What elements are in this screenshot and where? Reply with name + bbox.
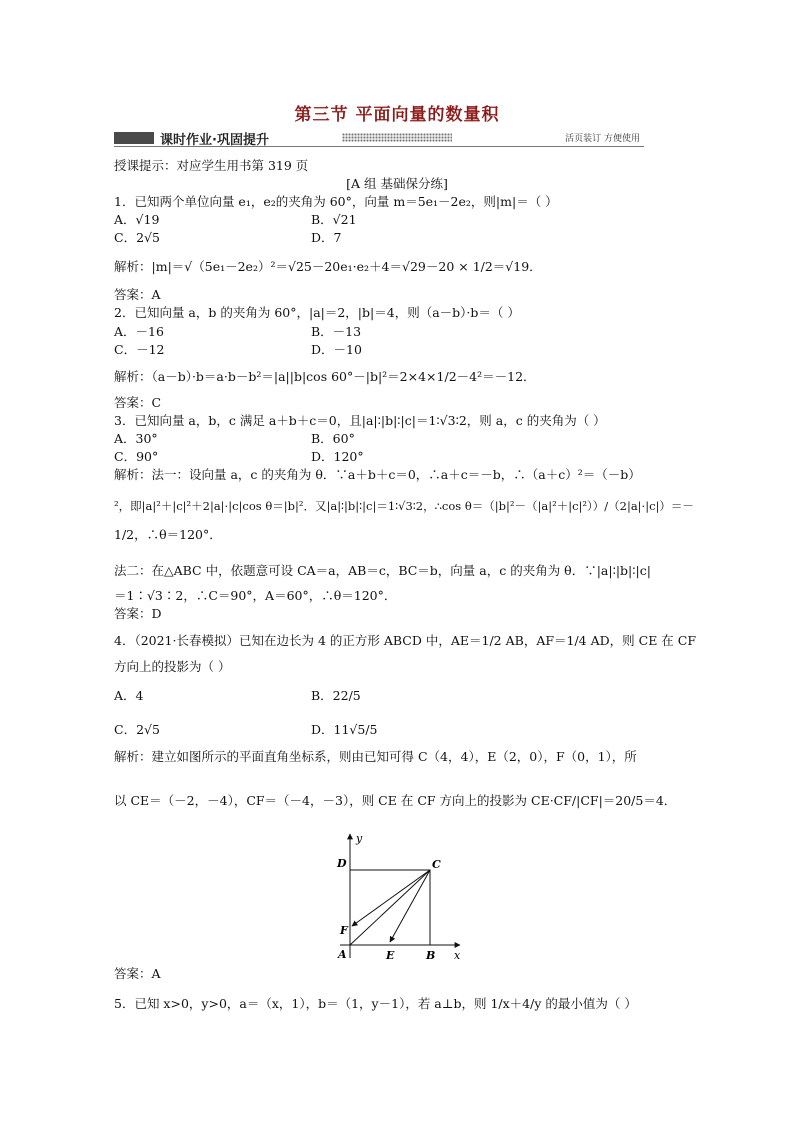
label-f: F	[340, 924, 348, 937]
q2-option-b: B．－13	[311, 324, 362, 339]
q4-options-row1	[114, 688, 614, 704]
q2-options-row1	[114, 324, 614, 340]
section-title: 第三节 平面向量的数量积	[294, 105, 500, 125]
q1-option-b: B．√21	[311, 212, 357, 227]
banner-dots	[342, 133, 452, 142]
q2-option-d: D．－10	[311, 342, 362, 357]
vector-cf	[352, 870, 430, 926]
vector-ce	[390, 870, 430, 942]
q4-option-d: D．11√5/5	[311, 722, 378, 737]
q4-stem-line1: 4．（2021·长春模拟）已知在边长为 4 的正方形 ABCD 中，AE＝1/2 AB，AF＝1/4 AD，则 CE 在 CF	[114, 633, 697, 648]
q1-option-c: C．2√5	[114, 230, 160, 245]
q1-option-a: A．√19	[114, 212, 160, 227]
label-y: y	[356, 832, 363, 845]
group-heading: [A 组 基础保分练]	[346, 176, 448, 191]
q1-options-row1	[114, 212, 614, 228]
label-b: B	[426, 949, 436, 962]
q2-option-a: A．－16	[114, 324, 164, 339]
q3-options-row1	[114, 431, 614, 447]
label-a: A	[338, 948, 347, 961]
banner-label: 课时作业·巩固提升	[160, 133, 269, 148]
lesson-hint: 授课提示：对应学生用书第 319 页	[114, 158, 309, 173]
label-c: C	[432, 858, 441, 871]
homework-banner	[114, 129, 644, 147]
banner-note: 活页装订 方便使用	[565, 134, 640, 144]
q4-answer: 答案：A	[114, 966, 161, 981]
q4-solution-line2: 以 CE＝（－2，－4），CF＝（－4，－3），则 CE 在 CF 方向上的投影为 CE·CF/|CF|＝20/5＝4．	[114, 793, 677, 808]
banner-block	[114, 132, 154, 144]
q3-options-row2	[114, 449, 614, 465]
coordinate-figure	[330, 830, 465, 965]
q2-solution: 解析：（a－b）·b＝a·b－b²＝|a||b|cos 60°－|b|²＝2×4×1/2－4²＝－12．	[114, 369, 536, 384]
q4-option-a: A．4	[114, 688, 144, 703]
q3-solution-line5: ＝1∶√3∶2，∴C＝90°，A＝60°，∴θ＝120°．	[114, 588, 397, 603]
q1-solution: 解析：|m|＝√（5e₁－2e₂）²＝√25－20e₁·e₂＋4＝√29－20 × 1/2＝√19．	[114, 259, 542, 274]
q1-option-d: D．7	[311, 230, 342, 245]
diagonal-ca	[350, 870, 430, 945]
q3-option-b: B．60°	[311, 431, 355, 446]
q1-stem: 1．已知两个单位向量 e₁，e₂的夹角为 60°，向量 m＝5e₁－2e₂，则|m|＝（ ）	[114, 194, 558, 209]
q2-option-c: C．－12	[114, 342, 165, 357]
q3-option-a: A．30°	[114, 431, 158, 446]
q3-solution-line1: 解析：法一：设向量 a，c 的夹角为 θ．∵a＋b＋c＝0，∴a＋c＝－b，∴（a＋c）²＝（－b）	[114, 467, 641, 482]
q2-stem: 2．已知向量 a，b 的夹角为 60°，|a|＝2，|b|＝4，则（a－b）·b＝（ ）	[114, 305, 520, 320]
label-e: E	[386, 949, 395, 962]
q3-solution-line2: ²，即|a|²＋|c|²＋2|a|·|c|cos θ＝|b|²．又|a|∶|b|∶|c|＝1∶√3∶2，∴cos θ＝（|b|²－（|a|²＋|c|²））/（2|a|·|c|）＝－	[114, 499, 694, 513]
q3-option-c: C．90°	[114, 449, 159, 464]
q2-options-row2	[114, 342, 614, 358]
q2-answer: 答案：C	[114, 395, 162, 410]
q3-answer: 答案：D	[114, 606, 162, 621]
q4-stem-line2: 方向上的投影为（ ）	[114, 659, 231, 674]
label-x: x	[454, 949, 461, 962]
q1-options-row2	[114, 230, 614, 246]
q5-stem: 5．已知 x>0，y>0，a＝（x，1），b＝（1，y－1），若 a⊥b，则 1/x＋4/y 的最小值为（ ）	[114, 996, 637, 1011]
label-d: D	[337, 857, 347, 870]
q4-options-row2	[114, 722, 614, 738]
banner-rule	[114, 146, 644, 147]
q4-option-b: B．22/5	[311, 688, 361, 703]
q3-stem: 3．已知向量 a，b，c 满足 a＋b＋c＝0，且|a|∶|b|∶|c|＝1∶√3∶2，则 a，c 的夹角为（ ）	[114, 413, 606, 428]
q1-answer: 答案：A	[114, 287, 161, 302]
q3-solution-line3: 1/2，∴θ＝120°．	[114, 527, 222, 542]
q4-option-c: C．2√5	[114, 722, 160, 737]
q3-option-d: D．120°	[311, 449, 364, 464]
q3-solution-line4: 法二：在△ABC 中，依题意可设 CA＝a，AB＝c，BC＝b，向量 a，c 的夹角为 θ．∵|a|∶|b|∶|c|	[114, 563, 651, 578]
q4-solution-line1: 解析：建立如图所示的平面直角坐标系，则由已知可得 C（4，4），E（2，0），F（0，1），所	[114, 749, 637, 764]
